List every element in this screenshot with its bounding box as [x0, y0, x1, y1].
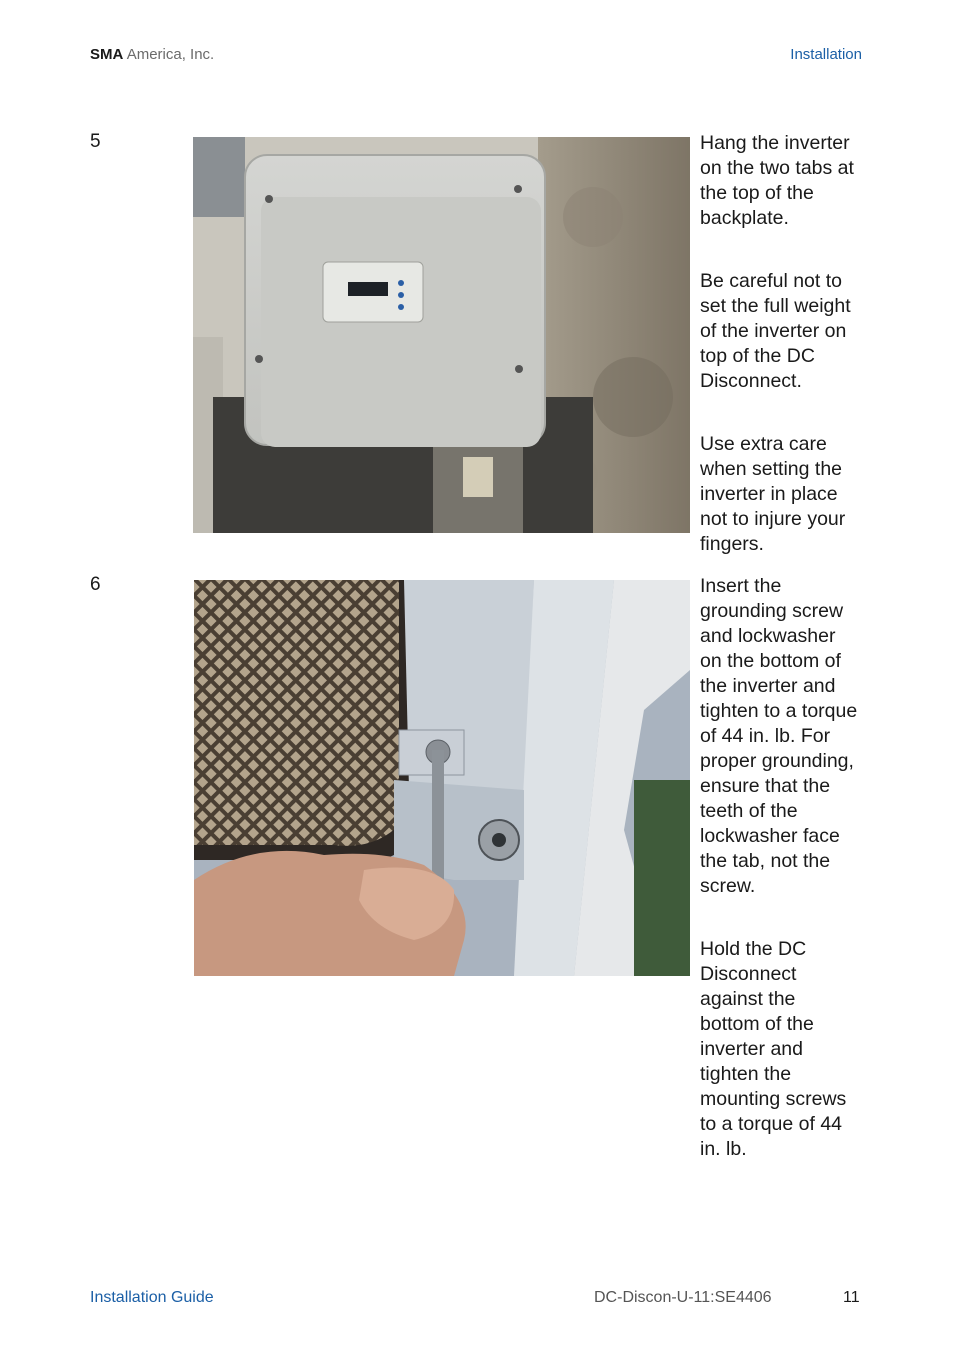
step-5-text	[700, 131, 860, 557]
footer-guide-title: Installation Guide	[90, 1289, 214, 1306]
step-paragraph: Hang the inverter on the two tabs at the top of the backplate.	[700, 132, 854, 229]
inverter-photo	[193, 137, 690, 533]
step-paragraph: Use extra care when setting the inverter in place not to injure your fingers.	[700, 433, 846, 555]
company-name: America, Inc.	[126, 46, 215, 63]
header-company	[90, 46, 214, 63]
step-paragraph: Insert the grounding screw and lockwasher on the bottom of the inverter and tighten to a torque of 44 in. lb. For proper grounding, ensure that the teeth of the lockwasher face the tab, not the screw.	[700, 575, 858, 897]
header-section: Installation	[790, 46, 862, 63]
step-number: 5	[90, 131, 101, 152]
step-paragraph: Hold the DC Disconnect against the bottom of the inverter and tighten the mounting screws to a torque of 44 in. lb.	[700, 938, 847, 1160]
footer-document-id: DC-Discon-U-11:SE4406	[594, 1289, 772, 1306]
step-6-text	[700, 574, 860, 1162]
page-number: 11	[843, 1289, 860, 1306]
step-paragraph: Be careful not to set the full weight of the inverter on top of the DC Disconnect.	[700, 270, 851, 392]
step-number: 6	[90, 574, 101, 595]
grounding-screw-photo	[194, 580, 690, 976]
brand-name: SMA	[90, 46, 124, 63]
